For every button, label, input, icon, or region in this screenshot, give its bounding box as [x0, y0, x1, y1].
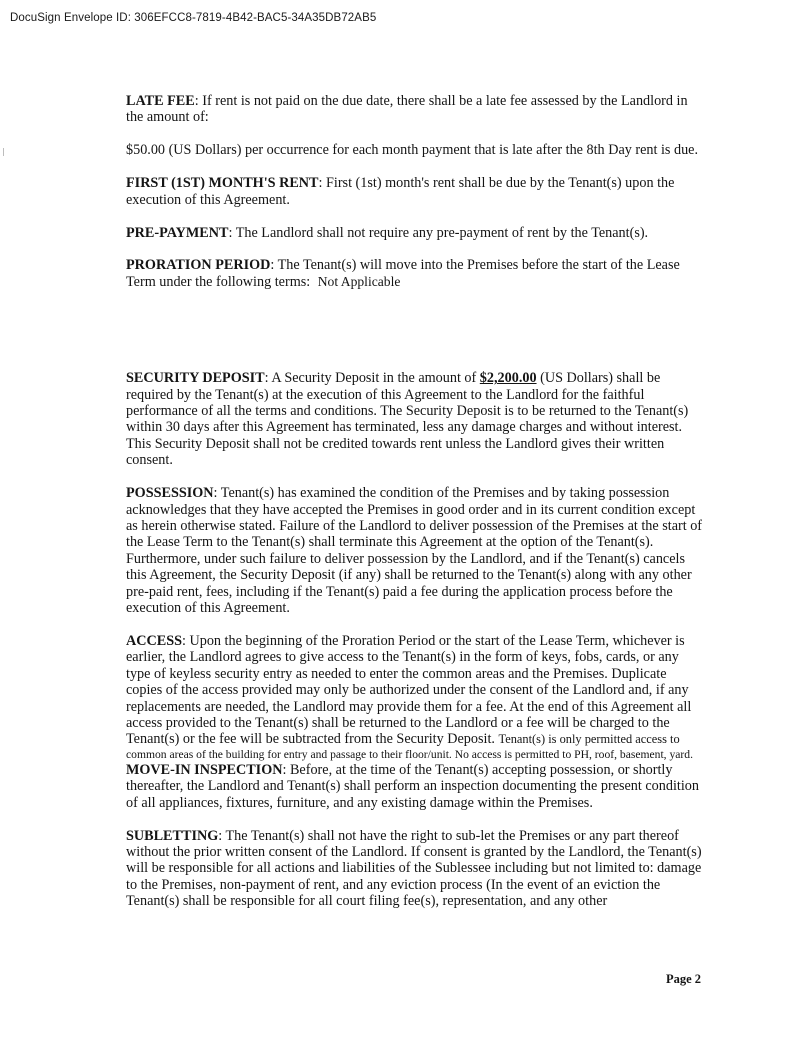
access-addendum-line: common areas of the building for entry and passage to their floor/unit. No access is permitted to PH, roof, basement, yard.	[126, 747, 693, 761]
margin-mark	[3, 148, 4, 156]
security-deposit-text-end: (US Dollars) shall be required by the Tenant(s) at the execution of this Agreement to the Landlord for the faithful performance of all the terms and conditions. The Security Deposit is to be returned to the Tenant(s) within 30 days after this Agreement has terminated, less any damage charges and without interest. This Security Deposit shall not be credited towards rent unless the Landlord gives their written consent.	[126, 370, 689, 469]
possession-heading: POSSESSION	[126, 485, 214, 502]
possession-paragraph	[126, 485, 706, 616]
pre-payment-text: : The Landlord shall not require any pre-payment of rent by the Tenant(s).	[228, 224, 649, 241]
page-number: Page 2	[666, 972, 702, 986]
lease-page-body	[126, 93, 706, 910]
first-month-rent-text: : First (1st) month's rent shall be due by the Tenant(s) upon the execution of this Agreement.	[126, 175, 675, 208]
late-fee-paragraph	[126, 93, 706, 126]
subletting-text: : The Tenant(s) shall not have the right to sub-let the Premises or any part thereof without the prior written consent of the Landlord. If consent is granted by the Landlord, the Tenant(s) will be responsible for all actions and liabilities of the Sublessee including but not limited to: damage to the Premises, non-payment of rent, and any eviction process (In the event of an eviction the Tenant(s) shall be responsible for all court filing fee(s), representation, and any other	[126, 827, 702, 910]
security-deposit-paragraph	[126, 370, 706, 468]
move-in-inspection-paragraph	[126, 762, 706, 811]
security-deposit-text-start: : A Security Deposit in the amount of	[264, 370, 480, 387]
late-fee-amount-paragraph	[126, 142, 706, 158]
pre-payment-paragraph	[126, 225, 706, 241]
late-fee-heading: LATE FEE	[126, 93, 195, 109]
first-month-rent-paragraph	[126, 175, 706, 208]
docusign-envelope-id: DocuSign Envelope ID: 306EFCC8-7819-4B42-BAC5-34A35DB72AB5	[10, 12, 377, 24]
proration-period-heading: PRORATION PERIOD	[126, 257, 271, 274]
access-heading: ACCESS	[126, 632, 182, 649]
security-deposit-amount: $2,200.00	[479, 370, 537, 387]
first-month-rent-heading: FIRST (1ST) MONTH'S RENT	[126, 175, 319, 192]
subletting-paragraph	[126, 828, 706, 910]
proration-period-value: Not Applicable	[317, 273, 401, 289]
subletting-heading: SUBLETTING	[126, 827, 219, 844]
move-in-inspection-heading: MOVE-IN INSPECTION	[126, 761, 283, 778]
proration-period-paragraph	[126, 257, 706, 290]
move-in-inspection-text: : Before, at the time of the Tenant(s) accepting possession, or shortly thereafter, the Landlord and Tenant(s) shall perform an inspection documenting the present condition of all appliances, fixtures, furniture, and any existing damage within the Premises.	[126, 761, 699, 811]
late-fee-amount-text: $50.00 (US Dollars) per occurrence for each month payment that is late after the 8th Day rent is due.	[126, 142, 699, 159]
access-paragraph	[126, 633, 706, 748]
security-deposit-heading: SECURITY DEPOSIT	[126, 370, 265, 387]
access-addendum-inline: Tenant(s) is only permitted access to	[498, 732, 680, 747]
late-fee-text: : If rent is not paid on the due date, there shall be a late fee assessed by the Landlord in the amount of:	[126, 93, 688, 126]
access-text: : Upon the beginning of the Proration Period or the start of the Lease Term, whichever is earlier, the Landlord agrees to give access to the Tenant(s) in the form of keys, fobs, cards, or any type of keyless security entry as needed to enter the common areas and the Premises. Duplicate copies of the access provided may only be authorized under the consent of the Landlord and, if any replacements are needed, the Landlord may provide them for a fee. At the end of this Agreement all access provided to the Tenant(s) shall be returned to the Landlord or a fee will be charged to the Tenant(s) or the fee will be subtracted from the Security Deposit.	[126, 632, 692, 748]
proration-period-text: : The Tenant(s) will move into the Premises before the start of the Lease Term under the following terms:	[126, 257, 680, 290]
pre-payment-heading: PRE-PAYMENT	[126, 224, 229, 241]
possession-text: : Tenant(s) has examined the condition of the Premises and by taking possession acknowledges that they have accepted the Premises in good order and in its current condition except as herein otherwise stated. Failure of the Landlord to deliver possession of the Premises at the start of the Lease Term to the Tenant(s) shall terminate this Agreement at the option of the Tenant(s). Furthermore, under such failure to deliver possession by the Landlord, and if the Tenant(s) cancels this Agreement, the Security Deposit (if any) shall be returned to the Tenant(s) along with any other pre-paid rent, fees, including if the Tenant(s) paid a fee during the application process before the execution of this Agreement.	[126, 485, 703, 617]
